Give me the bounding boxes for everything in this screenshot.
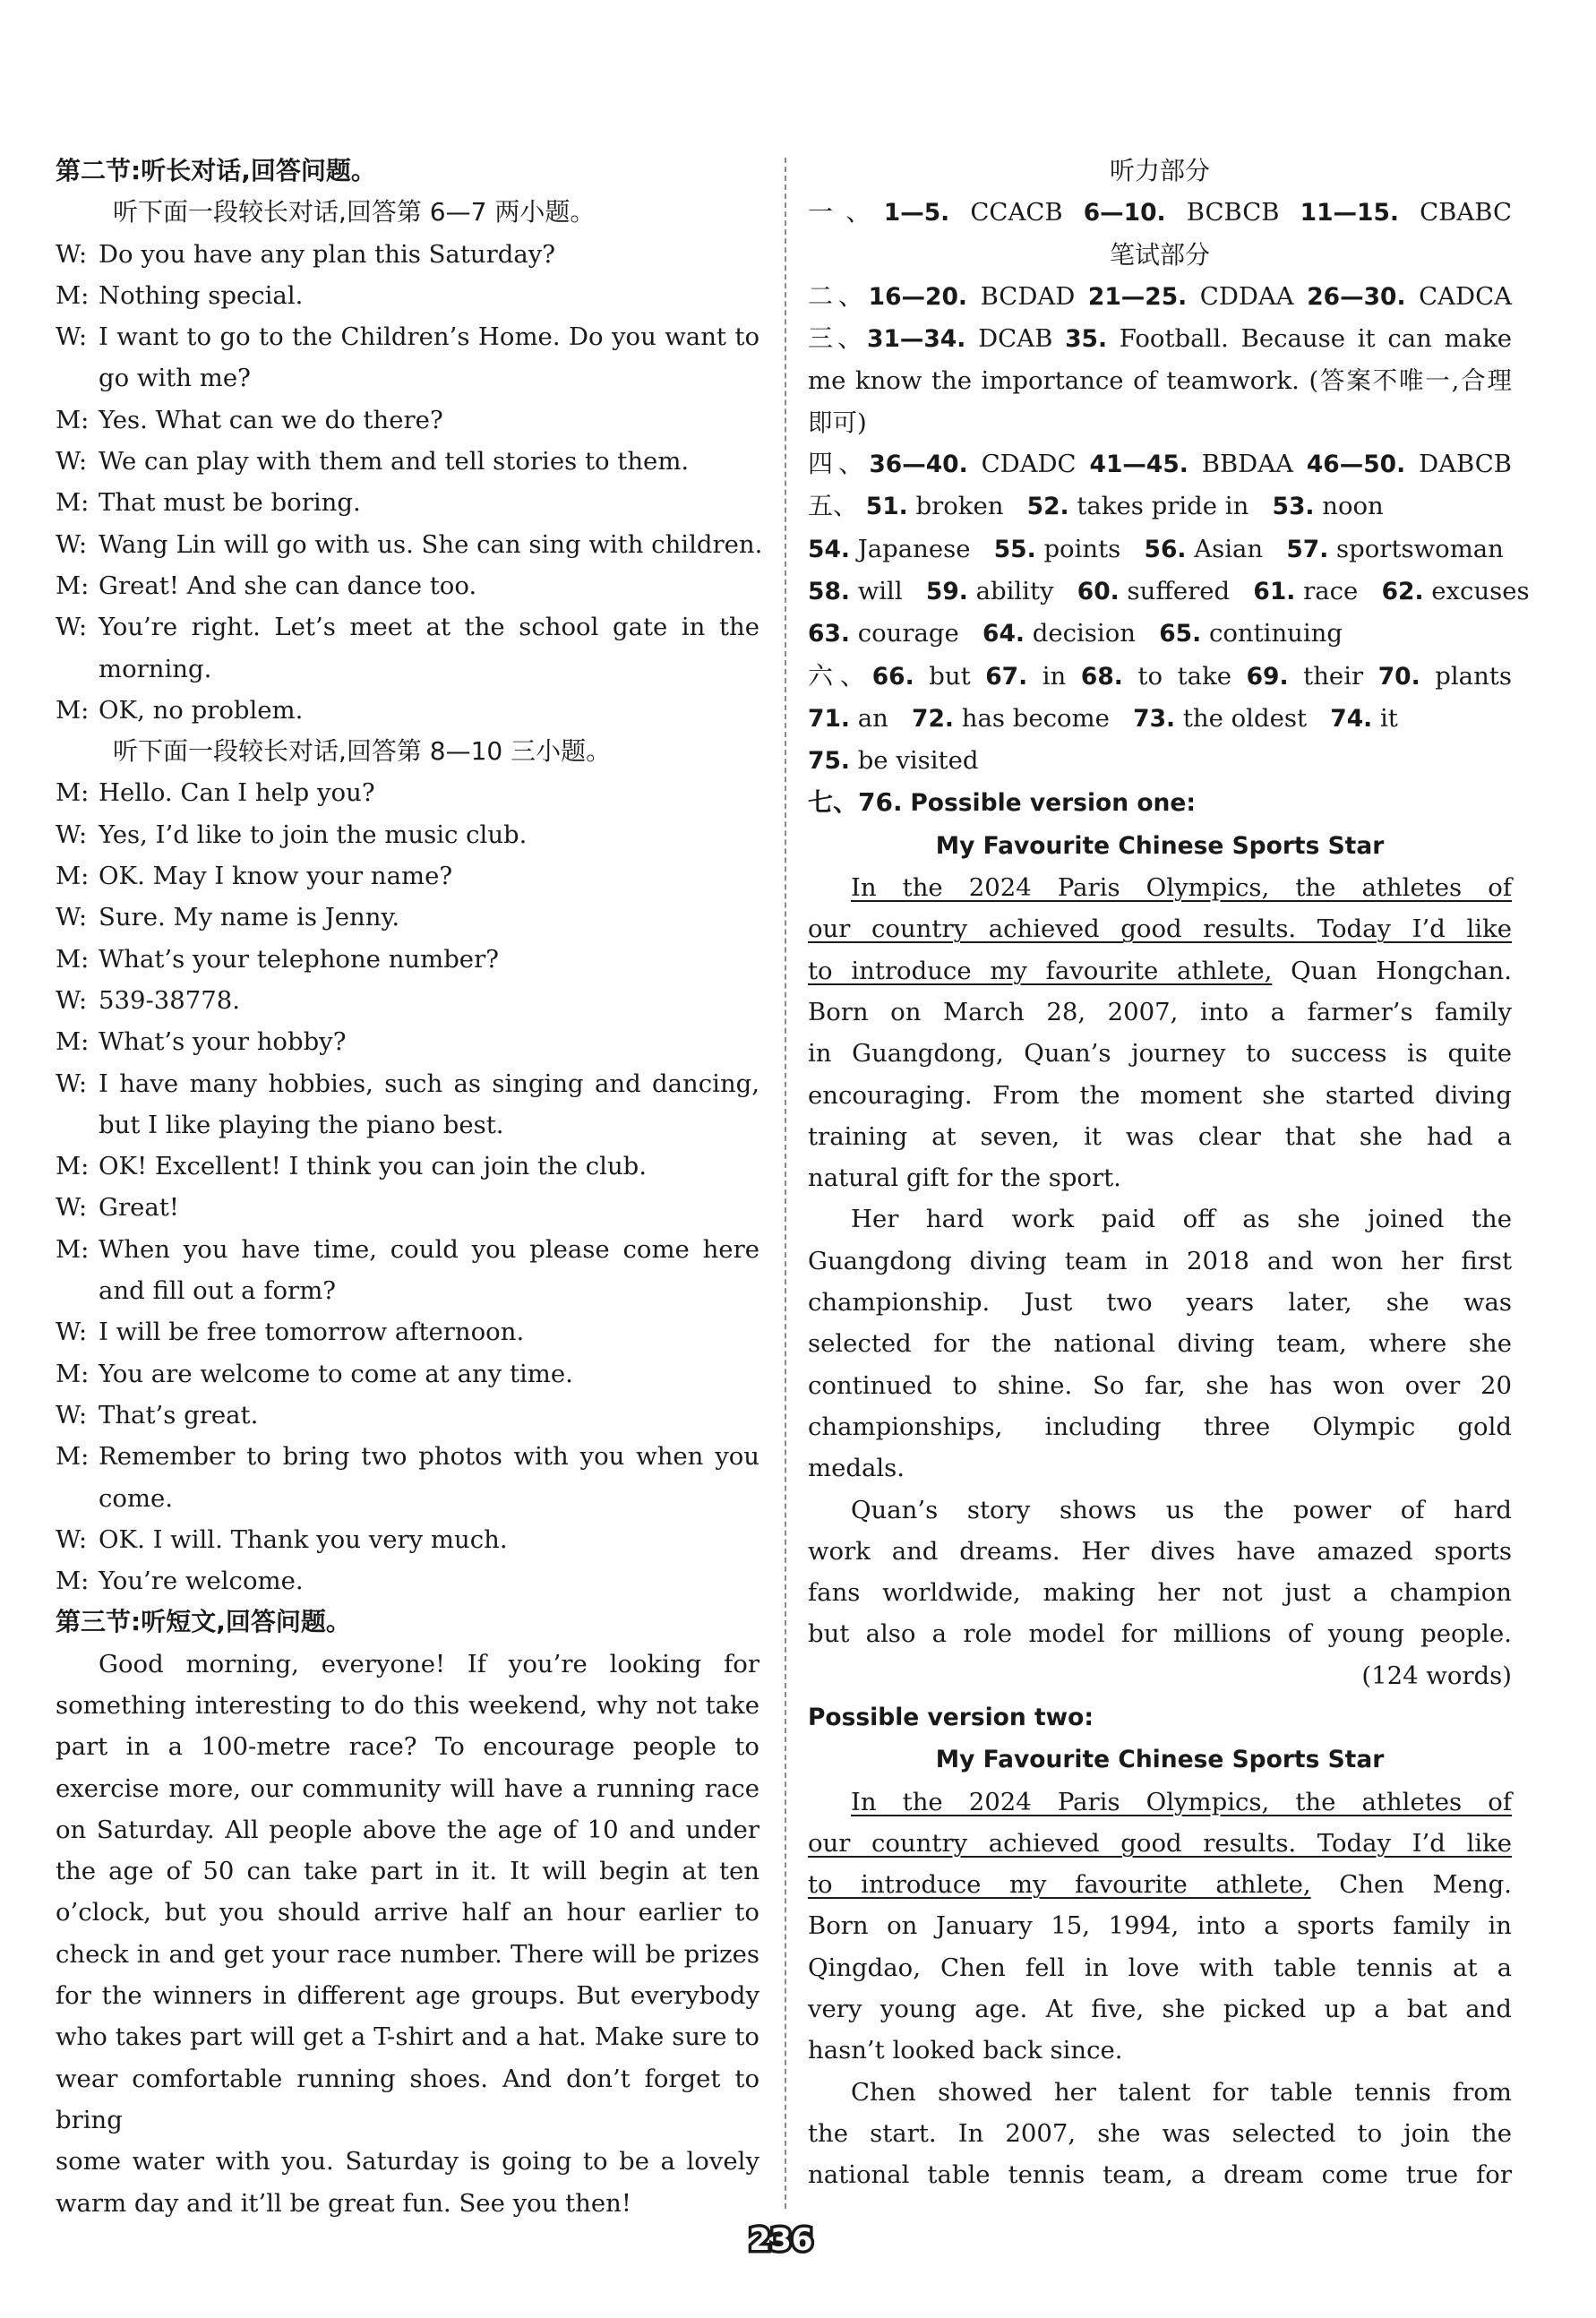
dialogue-text: What’s your hobby? — [99, 1027, 347, 1057]
answer-value: continuing — [1208, 619, 1343, 648]
right-column — [808, 150, 1530, 2196]
dialogue-text: I will be free tomorrow afternoon. — [99, 1318, 525, 1347]
dialogue-line — [56, 482, 759, 523]
answer-value: DABCB — [1419, 450, 1512, 479]
answer-item — [1247, 662, 1364, 691]
dialogue-line — [56, 1519, 759, 1560]
passage-line: warm day and it’ll be great fun. See you then! — [56, 2188, 631, 2218]
speaker-label: W: — [56, 447, 88, 476]
dialogue-continuation — [56, 1478, 759, 1519]
answer-section-prefix: 四、 — [808, 449, 870, 479]
answer-value: CDDAA — [1199, 281, 1294, 311]
dialogue-intro: 听下面一段较长对话,回答第 8—10 三小题。 — [113, 736, 612, 767]
essay-line: continued to shine. So far, she has won over 20 — [808, 1370, 1512, 1400]
dialogue-text: What’s your telephone number? — [99, 944, 499, 974]
answer-item — [1307, 282, 1512, 311]
answer-value: but — [929, 661, 971, 691]
answer-value: sportswoman — [1336, 534, 1504, 563]
essay-title-text: My Favourite Chinese Sports Star — [935, 831, 1385, 860]
essay-line: championship. Just two years later, she was — [808, 1288, 1512, 1318]
essay-line: national table tennis team, a dream come true for — [808, 2160, 1512, 2190]
answer-continuation: 即可) — [808, 408, 867, 437]
essay-line: Born on January 15, 1994, into a sports family in — [808, 1911, 1512, 1941]
dialogue-text: That must be boring. — [99, 488, 361, 518]
dialogue-text: Do you have any plan this Saturday? — [99, 239, 556, 269]
answer-number: 55. — [993, 535, 1036, 563]
section-heading: 第三节:听短文,回答问题。 — [56, 1607, 351, 1637]
answer-continuation: me know the importance of teamwork. (答案不唯一,合理 — [808, 366, 1512, 396]
answer-number: 51. — [865, 493, 908, 521]
dialogue-text: You’re welcome. — [99, 1567, 304, 1596]
essay-line: encouraging. From the moment she started diving — [808, 1080, 1512, 1110]
answer-number: 64. — [982, 620, 1025, 648]
dialogue-intro: 听下面一段较长对话,回答第 6—7 两小题。 — [113, 197, 596, 228]
answer-value: be visited — [857, 746, 979, 776]
answer-number: 16—20. — [868, 282, 967, 311]
answer-item — [869, 282, 1076, 311]
answer-number: 74. — [1330, 704, 1373, 733]
essay-line: Chen showed her talent for table tennis from — [851, 2077, 1512, 2107]
passage-line: o’clock, but you should arrive half an hour earlier to — [56, 1898, 759, 1927]
dialogue-text: Yes. What can we do there? — [99, 405, 443, 434]
essay-line: fans worldwide, making her not just a champion — [808, 1578, 1512, 1608]
passage-line: the age of 50 can take part in it. It will begin at ten — [56, 1857, 759, 1886]
answer-number: 46—50. — [1306, 451, 1406, 479]
underlined-text: In the 2024 Paris Olympics, the athletes of — [851, 1787, 1512, 1816]
answer-number: 63. — [808, 620, 850, 648]
essay-title — [808, 825, 1512, 867]
answer-value: Asian — [1194, 534, 1264, 563]
passage-line: wear comfortable running shoes. And don’t forget to bring — [56, 2064, 759, 2134]
essay-line: the start. In 2007, she was selected to join the — [808, 2118, 1512, 2148]
dialogue-line — [56, 1021, 759, 1062]
underlined-text: In the 2024 Paris Olympics, the athletes of — [851, 873, 1512, 903]
answer-value: takes pride in — [1077, 492, 1249, 521]
version-label-text: Possible version two: — [808, 1703, 1094, 1731]
answer-value: has become — [961, 703, 1110, 733]
answer-value: broken — [915, 492, 1004, 521]
answer-item — [1088, 282, 1294, 311]
answer-number: 21—25. — [1087, 282, 1188, 311]
answer-number: 62. — [1381, 577, 1424, 605]
dialogue-continuation — [56, 1104, 759, 1146]
dialogue-line — [56, 897, 759, 938]
essay-line — [808, 1864, 1512, 1905]
answer-number: 52. — [1026, 493, 1069, 521]
answer-line — [808, 528, 1512, 571]
answer-number: 75. — [808, 747, 850, 776]
dialogue-line — [56, 1229, 759, 1270]
answer-item — [872, 662, 971, 691]
essay-line: Qingdao, Chen fell in love with table tennis at a — [808, 1953, 1512, 1982]
answer-section-prefix: 一、 — [808, 197, 884, 228]
listening-heading: 听力部分 — [1109, 156, 1210, 185]
dialogue-text: but I like playing the piano best. — [99, 1110, 504, 1139]
answer-item — [1307, 450, 1512, 478]
passage-line: something interesting to do this weekend, why not take — [56, 1690, 759, 1720]
dialogue-text: Nothing special. — [99, 280, 304, 310]
page-number — [749, 2219, 813, 2261]
answer-number: 73. — [1133, 704, 1176, 733]
speaker-label: W: — [56, 1400, 88, 1429]
speaker-label: W: — [56, 529, 88, 559]
essay-text: Chen Meng. — [1310, 1870, 1513, 1900]
answer-number: 70. — [1377, 662, 1420, 691]
dialogue-text: Remember to bring two photos with you when you — [99, 1442, 759, 1472]
dialogue-continuation — [56, 1270, 759, 1311]
essay-text: Quan Hongchan. — [1272, 956, 1512, 985]
dialogue-line — [56, 1560, 759, 1601]
answer-value: CCACB — [970, 198, 1063, 228]
left-column — [56, 150, 763, 2224]
answer-line — [808, 485, 1512, 528]
speaker-label: M: — [56, 280, 90, 310]
speaker-label: M: — [56, 1567, 90, 1596]
answer-item — [869, 450, 1076, 478]
dialogue-line — [56, 565, 759, 606]
speaker-label: W: — [56, 1069, 88, 1098]
dialogue-line — [56, 939, 759, 980]
dialogue-line — [56, 524, 763, 565]
passage-line: some water with you. Saturday is going to be a lovely — [56, 2147, 759, 2176]
underlined-text: to introduce my favourite athlete, — [808, 1870, 1311, 1900]
section-heading: 第二节:听长对话,回答问题。 — [56, 156, 376, 185]
speaker-label: M: — [56, 488, 90, 518]
answer-line — [808, 443, 1512, 485]
answer-value: BBDAA — [1201, 450, 1293, 479]
answer-number: 59. — [925, 577, 968, 605]
essay-line — [808, 908, 1512, 949]
dialogue-line — [56, 1395, 759, 1436]
answer-value: DCAB — [978, 324, 1053, 354]
dialogue-text: Hello. Can I help you? — [99, 778, 375, 808]
passage-line: for the winners in different age groups. But everybody — [56, 1981, 759, 2011]
answer-line — [808, 613, 1512, 655]
answer-value: Football. Because it can make — [1119, 324, 1513, 354]
answer-number: 11—15. — [1300, 199, 1399, 228]
dialogue-line — [56, 1187, 759, 1228]
answer-value: noon — [1322, 492, 1384, 521]
speaker-label: W: — [56, 1318, 88, 1347]
essay-line: Her hard work paid off as she joined the — [851, 1205, 1512, 1234]
answer-line — [808, 740, 1512, 782]
answer-section-prefix: 三、 — [808, 323, 868, 354]
underlined-text: our country achieved good results. Today I’d like — [808, 914, 1512, 944]
speaker-label: W: — [56, 1193, 88, 1223]
speaker-label: M: — [56, 571, 90, 600]
answer-value: courage — [857, 619, 959, 648]
dialogue-line — [56, 855, 759, 897]
essay-line: training at seven, it was clear that she had a — [808, 1121, 1512, 1151]
dialogue-line — [56, 441, 759, 482]
dialogue-text: When you have time, could you please come here — [99, 1234, 759, 1264]
essay-line: medals. — [808, 1454, 905, 1483]
column-divider — [785, 158, 786, 2209]
answer-number: 72. — [912, 704, 954, 733]
answer-line — [808, 192, 1512, 234]
answer-value: CADCA — [1419, 281, 1512, 311]
underlined-text: to introduce my favourite athlete, — [808, 956, 1273, 985]
dialogue-text: Yes, I’d like to join the music club. — [99, 820, 528, 849]
answer-number: 71. — [808, 704, 850, 733]
essay-line — [808, 867, 1512, 908]
dialogue-text: Sure. My name is Jenny. — [99, 903, 400, 932]
dialogue-line — [56, 690, 759, 731]
dialogue-line — [56, 1063, 759, 1104]
passage-line: Good morning, everyone! If you’re looking for — [99, 1649, 759, 1678]
dialogue-text: Great! — [99, 1193, 179, 1223]
dialogue-continuation — [56, 648, 759, 690]
answer-number: 66. — [871, 662, 914, 691]
dialogue-text: You are welcome to come at any time. — [99, 1359, 573, 1388]
answer-line — [808, 698, 1512, 740]
speaker-label: M: — [56, 778, 90, 808]
dialogue-text: morning. — [99, 654, 212, 683]
answer-value: in — [1042, 661, 1067, 691]
passage-line: on Saturday. All people above the age of 10 and under — [56, 1815, 759, 1844]
speaker-label: W: — [56, 322, 88, 352]
dialogue-line — [56, 1353, 759, 1395]
passage-line: exercise more, our community will have a running race — [56, 1773, 759, 1803]
answer-value: their — [1303, 661, 1364, 691]
dialogue-text: We can play with them and tell stories to them. — [99, 447, 690, 476]
essay-line: very young age. At five, she picked up a bat and — [808, 1995, 1512, 2024]
answer-number: 56. — [1144, 535, 1187, 563]
answer-number: 61. — [1253, 577, 1296, 605]
dialogue-text: Wang Lin will go with us. She can sing with children. — [99, 529, 763, 559]
answer-value: race — [1303, 576, 1359, 605]
dialogue-text: I want to go to the Children’s Home. Do you want to — [99, 322, 759, 352]
dialogue-text: I have many hobbies, such as singing and dancing, — [99, 1069, 759, 1098]
speaker-label: M: — [56, 405, 90, 434]
speaker-label: M: — [56, 1359, 90, 1388]
essay-title-text: My Favourite Chinese Sports Star — [935, 1746, 1385, 1774]
speaker-label: M: — [56, 1152, 90, 1181]
dialogue-text: That’s great. — [99, 1400, 259, 1429]
speaker-label: M: — [56, 1234, 90, 1264]
answer-value: the oldest — [1182, 703, 1308, 733]
dialogue-line — [56, 234, 759, 275]
answer-number: 68. — [1080, 662, 1123, 691]
answer-number: 58. — [808, 577, 850, 605]
answer-value: BCDAD — [980, 281, 1076, 311]
essay-line: Quan’s story shows us the power of hard — [851, 1495, 1512, 1524]
dialogue-text: Great! And she can dance too. — [99, 571, 477, 600]
page-number-text: 236 — [749, 2222, 813, 2258]
dialogue-text: You’re right. Let’s meet at the school gate in the — [99, 613, 759, 642]
answer-number: 1—5. — [883, 199, 950, 228]
dialogue-text: and fill out a form? — [99, 1276, 337, 1306]
dialogue-line — [56, 606, 759, 648]
essay-line: Guangdong diving team in 2018 and won her first — [808, 1246, 1512, 1275]
answer-item — [1378, 662, 1512, 691]
essay-line: work and dreams. Her dives have amazed sports — [808, 1536, 1512, 1566]
dialogue-line — [56, 399, 759, 441]
essay-line — [808, 1781, 1512, 1823]
essay-version-label — [808, 782, 1512, 824]
answer-section-prefix: 五、 — [808, 491, 859, 521]
answer-section-prefix: 六、 — [808, 660, 872, 691]
dialogue-line — [56, 275, 759, 316]
speaker-label: W: — [56, 239, 88, 269]
underlined-text: our country achieved good results. Today I’d like — [808, 1828, 1512, 1858]
dialogue-line — [56, 980, 759, 1021]
answer-number: 60. — [1077, 577, 1120, 605]
essay-line: hasn’t looked back since. — [808, 2036, 1123, 2065]
answer-value: ability — [975, 576, 1054, 605]
dialogue-text: OK, no problem. — [99, 695, 304, 725]
answer-section-prefix: 二、 — [808, 280, 869, 311]
answer-section-prefix: 七、76. — [808, 787, 903, 818]
answer-value: suffered — [1127, 576, 1231, 605]
answer-item — [1081, 662, 1231, 691]
dialogue-text: go with me? — [99, 364, 251, 393]
answer-item — [884, 198, 1063, 227]
speaker-label: M: — [56, 862, 90, 891]
answer-line — [808, 656, 1512, 698]
passage-line: part in a 100-metre race? To encourage people to — [56, 1732, 759, 1762]
dialogue-text: 539-38778. — [99, 985, 241, 1015]
speaker-label: W: — [56, 820, 88, 849]
essay-version-label — [808, 1696, 1512, 1738]
dialogue-line — [56, 1311, 759, 1352]
answer-number: 31—34. — [867, 325, 966, 354]
dialogue-text: OK. May I know your name? — [99, 862, 453, 891]
speaker-label: M: — [56, 1442, 90, 1472]
answer-value: CDADC — [981, 450, 1077, 479]
speaker-label: W: — [56, 613, 88, 642]
dialogue-text: OK. I will. Thank you very much. — [99, 1524, 508, 1554]
answer-number: 36—40. — [869, 451, 968, 479]
dialogue-line — [56, 1436, 759, 1477]
answer-line — [808, 318, 1512, 360]
answer-value: points — [1043, 534, 1121, 563]
speaker-label: W: — [56, 903, 88, 932]
passage-line: who takes part will get a T-shirt and a hat. Make sure to — [56, 2022, 759, 2052]
answer-value: will — [857, 576, 903, 605]
answer-number: 65. — [1159, 620, 1202, 648]
answer-line — [808, 571, 1530, 613]
writing-heading: 笔试部分 — [1109, 239, 1210, 270]
answer-number: 6—10. — [1083, 199, 1166, 228]
dialogue-text: come. — [99, 1483, 174, 1513]
answer-item — [1300, 198, 1512, 227]
answer-value: Japanese — [857, 534, 971, 563]
essay-line: natural gift for the sport. — [808, 1163, 1121, 1193]
answer-line — [808, 276, 1512, 318]
answer-item — [985, 662, 1066, 691]
answer-value: BCBCB — [1186, 198, 1280, 228]
essay-line: championships, including three Olympic gold — [808, 1412, 1512, 1441]
version-label-text: Possible version one: — [910, 789, 1196, 818]
essay-line: but also a role model for millions of young people. — [808, 1619, 1512, 1649]
answer-number: 41—45. — [1089, 451, 1188, 479]
dialogue-line — [56, 1146, 759, 1187]
dialogue-line — [56, 814, 759, 855]
answer-number: 26—30. — [1307, 282, 1406, 311]
answer-number: 69. — [1246, 662, 1289, 691]
answer-value: CBABC — [1420, 198, 1512, 228]
answer-item — [1084, 198, 1280, 227]
answer-number: 54. — [808, 535, 850, 563]
speaker-label: W: — [56, 985, 88, 1015]
answer-value: excuses — [1431, 576, 1530, 605]
essay-title — [808, 1738, 1512, 1781]
essay-line: selected for the national diving team, where she — [808, 1329, 1512, 1359]
answer-number: 53. — [1272, 493, 1315, 521]
essay-line: in Guangdong, Quan’s journey to success is quite — [808, 1039, 1512, 1069]
answer-item — [1090, 450, 1293, 478]
speaker-label: W: — [56, 1524, 88, 1554]
answer-number: 67. — [985, 662, 1028, 691]
answer-number: 35. — [1065, 325, 1108, 354]
answer-value: to take — [1137, 661, 1232, 691]
essay-line — [808, 950, 1512, 992]
essay-line: Born on March 28, 2007, into a farmer’s family — [808, 997, 1512, 1026]
answer-number: 57. — [1286, 535, 1329, 563]
speaker-label: M: — [56, 1027, 90, 1057]
dialogue-line — [56, 316, 759, 357]
essay-line — [808, 1823, 1512, 1864]
word-count: (124 words) — [1361, 1661, 1512, 1690]
dialogue-continuation — [56, 357, 759, 399]
answer-value: plants — [1435, 661, 1512, 691]
answer-value: an — [857, 703, 888, 733]
dialogue-text: OK! Excellent! I think you can join the club. — [99, 1152, 647, 1181]
answer-value: it — [1379, 703, 1398, 733]
answer-value: decision — [1032, 619, 1136, 648]
passage-line: check in and get your race number. There will be prizes — [56, 1939, 759, 1969]
dialogue-line — [56, 772, 759, 813]
speaker-label: M: — [56, 695, 90, 725]
speaker-label: M: — [56, 944, 90, 974]
